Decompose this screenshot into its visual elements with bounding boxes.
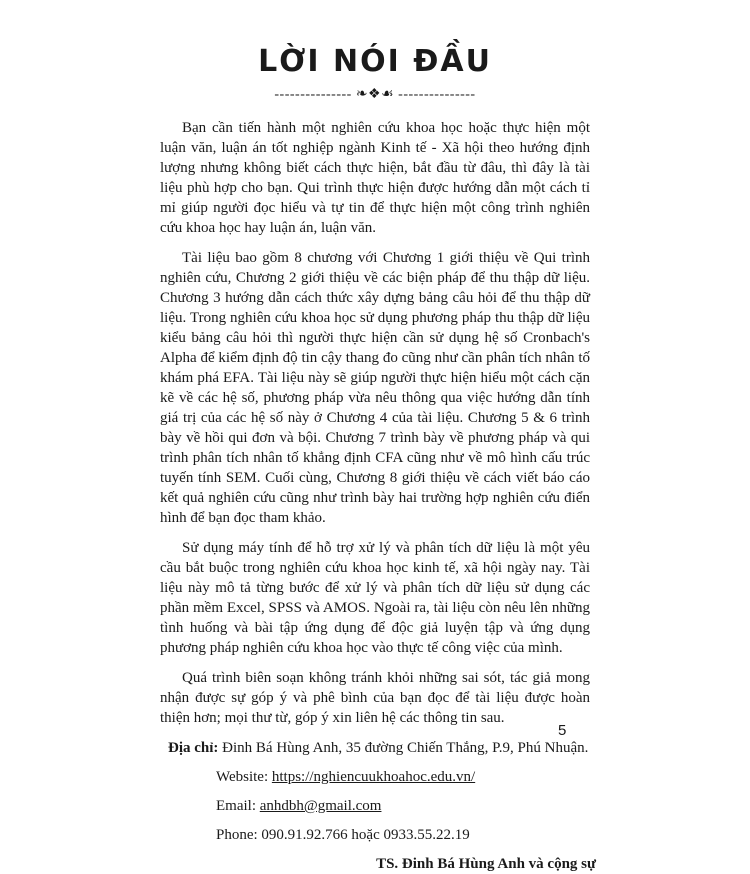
contact-website-row <box>216 767 590 787</box>
contact-block <box>160 738 590 845</box>
contact-address-row <box>168 738 590 758</box>
page-number: 5 <box>558 722 567 739</box>
website-label: Website: <box>216 769 269 785</box>
contact-email-row <box>216 796 590 816</box>
contact-phone-row <box>216 825 590 845</box>
preface-body <box>160 118 596 874</box>
author-signature: TS. Đinh Bá Hùng Anh và cộng sự <box>376 856 596 872</box>
email-link[interactable]: anhdbh@gmail.com <box>259 798 382 814</box>
address-value: Đinh Bá Hùng Anh, 35 đường Chiến Thắng, P.9, Phú Nhuận. <box>222 740 589 756</box>
paragraph-feedback: Quá trình biên soạn không tránh khỏi những sai sót, tác giả mong nhận được sự góp ý và phê bình của bạn đọc để tài liệu được hoàn thiện hơn; mọi thư từ, góp ý xin liên hệ các thông tin sau. <box>160 670 590 726</box>
paragraph-intro: Bạn cần tiến hành một nghiên cứu khoa học hoặc thực hiện một luận văn, luận án tốt nghiệp ngành Kinh tế - Xã hội theo hướng định lượng nhưng không biết cách thực hiện, bắt đầu từ đâu, thì đây là tài liệu phù hợp cho bạn. Qui trình thực hiện được hướng dẫn một cách tỉ mỉ giúp người đọc hiểu và tự tin để thực hiện một công trình nghiên cứu khoa học hay luận án, luận văn. <box>160 120 590 236</box>
phone-label: Phone: <box>216 827 258 843</box>
paragraph-chapters: Tài liệu bao gồm 8 chương với Chương 1 giới thiệu về Qui trình nghiên cứu, Chương 2 giới thiệu về các biện pháp để thu thập dữ liệu. Chương 3 hướng dẫn cách thức xây dựng bảng câu hỏi để thu thập dữ liệu. Trong nghiên cứu khoa học sử dụng phương pháp thu thập dữ liệu kiểu bảng câu hỏi thì người thực hiện cần sử dụng hệ số Cronbach's Alpha để kiểm định độ tin cậy thang đo cũng như cần phân tích nhân tố khám phá EFA. Tài liệu này sẽ giúp người thực hiện hiểu một cách cặn kẽ về các hệ số, phương pháp vừa nêu thông qua việc hướng dẫn tính giá trị của các hệ số này ở Chương 4 của tài liệu. Chương 5 & 6 trình bày về hồi qui đơn và bội. Chương 7 trình bày về phương pháp và qui trình phân tích nhân tố khẳng định CFA cũng như về mô hình cấu trúc tuyến tính SEM. Cuối cùng, Chương 8 giới thiệu về cách viết báo cáo kết quả nghiên cứu cũng như trình bày hai trường hợp nghiên cứu điển hình để bạn đọc tham khảo. <box>160 250 590 526</box>
address-label: Địa chỉ: <box>168 740 219 756</box>
paragraph-software: Sử dụng máy tính để hỗ trợ xử lý và phân tích dữ liệu là một yêu cầu bắt buộc trong nghiên cứu khoa học kinh tế, xã hội ngày nay. Tài liệu này mô tả từng bước để xử lý và phân tích dữ liệu sử dụng các phần mềm Excel, SPSS và AMOS. Ngoài ra, tài liệu còn nêu lên những tình huống và bài tập ứng dụng để độc giả luyện tập và ứng dụng phương pháp nghiên cứu khoa học vào thực tế công việc của mình. <box>160 540 590 656</box>
website-link[interactable]: https://nghiencuukhoahoc.edu.vn/ <box>271 769 476 785</box>
page-title: LỜI NÓI ĐẦU <box>258 44 492 79</box>
title-ornament: --------------- ❧❖☙ --------------- <box>274 87 476 102</box>
phone-value: 090.91.92.766 hoặc 0933.55.22.19 <box>261 827 470 843</box>
email-label: Email: <box>216 798 256 814</box>
